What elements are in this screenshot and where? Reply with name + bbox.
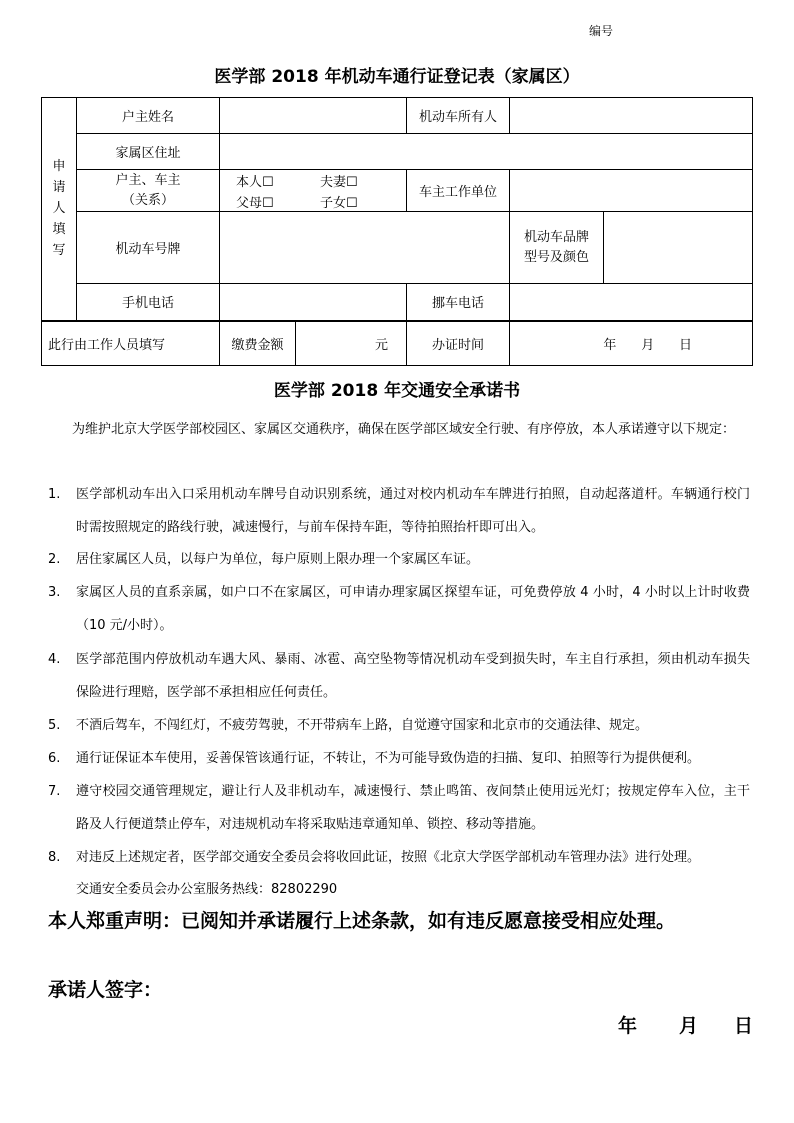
pledge-title: 医学部 2018 年交通安全承诺书 bbox=[273, 381, 521, 401]
list-item: 6. 通行证保证本车使用，妥善保管该通行证，不转让，不为可能导致伪造的扫描、复印、拍照等行为提供便利。 bbox=[48, 751, 701, 766]
fee-unit: 元 bbox=[374, 337, 388, 353]
sign-day: 日 bbox=[734, 1015, 754, 1037]
address-field[interactable] bbox=[220, 134, 753, 170]
list-item: 7. 遵守校园交通管理规定，避让行人及非机动车，减速慢行、禁止鸣笛、夜间禁止使用远光灯；按规定停车入位，主干路及人行便道禁止停车，对违规机动车将采取贴违章通知单、锁控、移动等措施。 bbox=[48, 784, 750, 832]
relation-label: 户主、车主 （关系） bbox=[77, 170, 220, 212]
fee-label: 缴费金额 bbox=[220, 321, 296, 366]
issue-date-label: 办证时间 bbox=[407, 321, 510, 366]
list-item: 2. 居住家属区人员，以每户为单位，每户原则上限办理一个家属区车证。 bbox=[48, 552, 480, 567]
staff-row-label: 此行由工作人员填写 bbox=[42, 321, 220, 366]
move-car-phone-field[interactable] bbox=[510, 284, 753, 321]
registration-table bbox=[41, 97, 753, 366]
sign-date bbox=[618, 1011, 753, 1038]
move-car-phone-label: 挪车电话 bbox=[407, 284, 510, 321]
applicant-section-label: 申 请 人 填 写 bbox=[42, 98, 77, 321]
brand-field[interactable] bbox=[604, 212, 753, 284]
pledge-intro: 为维护北京大学医学部校园区、家属区交通秩序，确保在医学部区域安全行驶、有序停放，本人承诺遵守以下规定： bbox=[72, 422, 736, 437]
relation-options bbox=[220, 170, 407, 212]
issue-date-field[interactable]: 年 月 日 bbox=[510, 321, 753, 366]
list-item: 5. 不酒后驾车，不闯红灯，不疲劳驾驶，不开带病车上路，自觉遵守国家和北京市的交通法律、规定。 bbox=[48, 718, 649, 733]
self-checkbox[interactable]: 本人☐ bbox=[236, 174, 274, 190]
vehicle-owner-label: 机动车所有人 bbox=[407, 98, 510, 134]
mobile-label: 手机电话 bbox=[77, 284, 220, 321]
vehicle-owner-field[interactable] bbox=[510, 98, 753, 134]
fee-field[interactable] bbox=[296, 321, 407, 366]
employer-label: 车主工作单位 bbox=[407, 170, 510, 212]
brand-label: 机动车品牌 型号及颜色 bbox=[510, 212, 604, 284]
list-item: 3. 家属区人员的直系亲属，如户口不在家属区，可申请办理家属区探望车证，可免费停放 4 小时，4 小时以上计时收费（10 元/小时）。 bbox=[48, 585, 750, 633]
sign-year: 年 bbox=[618, 1015, 638, 1037]
serial-number-label: 编号 bbox=[589, 24, 614, 38]
address-label: 家属区住址 bbox=[77, 134, 220, 170]
list-item: 8. 对违反上述规定者，医学部交通安全委员会将收回此证，按照《北京大学医学部机动车管理办法》进行处理。 bbox=[48, 850, 701, 865]
list-item: 4. 医学部范围内停放机动车遇大风、暴雨、冰雹、高空坠物等情况机动车受到损失时，车主自行承担，须由机动车损失保险进行理赔，医学部不承担相应任何责任。 bbox=[48, 652, 750, 700]
children-checkbox[interactable]: 子女☐ bbox=[320, 195, 358, 211]
plate-field[interactable] bbox=[220, 212, 510, 284]
signature-label: 承诺人签字： bbox=[48, 979, 163, 1001]
mobile-field[interactable] bbox=[220, 284, 407, 321]
sign-month: 月 bbox=[679, 1015, 699, 1037]
employer-field[interactable] bbox=[510, 170, 753, 212]
spouse-checkbox[interactable]: 夫妻☐ bbox=[320, 174, 358, 190]
declaration: 本人郑重声明：已阅知并承诺履行上述条款，如有违反愿意接受相应处理。 bbox=[48, 910, 676, 932]
plate-label: 机动车号牌 bbox=[77, 212, 220, 284]
owner-name-label: 户主姓名 bbox=[77, 98, 220, 134]
hotline: 交通安全委员会办公室服务热线：82802290 bbox=[76, 882, 338, 897]
list-item: 1. 医学部机动车出入口采用机动车牌号自动识别系统，通过对校内机动车车牌进行拍照，自动起落道杆。车辆通行校门时需按照规定的路线行驶，减速慢行，与前车保持车距，等待拍照抬杆即可出入。 bbox=[48, 487, 750, 535]
owner-name-field[interactable] bbox=[220, 98, 407, 134]
form-title: 医学部 2018 年机动车通行证登记表（家属区） bbox=[214, 67, 580, 87]
parents-checkbox[interactable]: 父母☐ bbox=[236, 195, 274, 211]
